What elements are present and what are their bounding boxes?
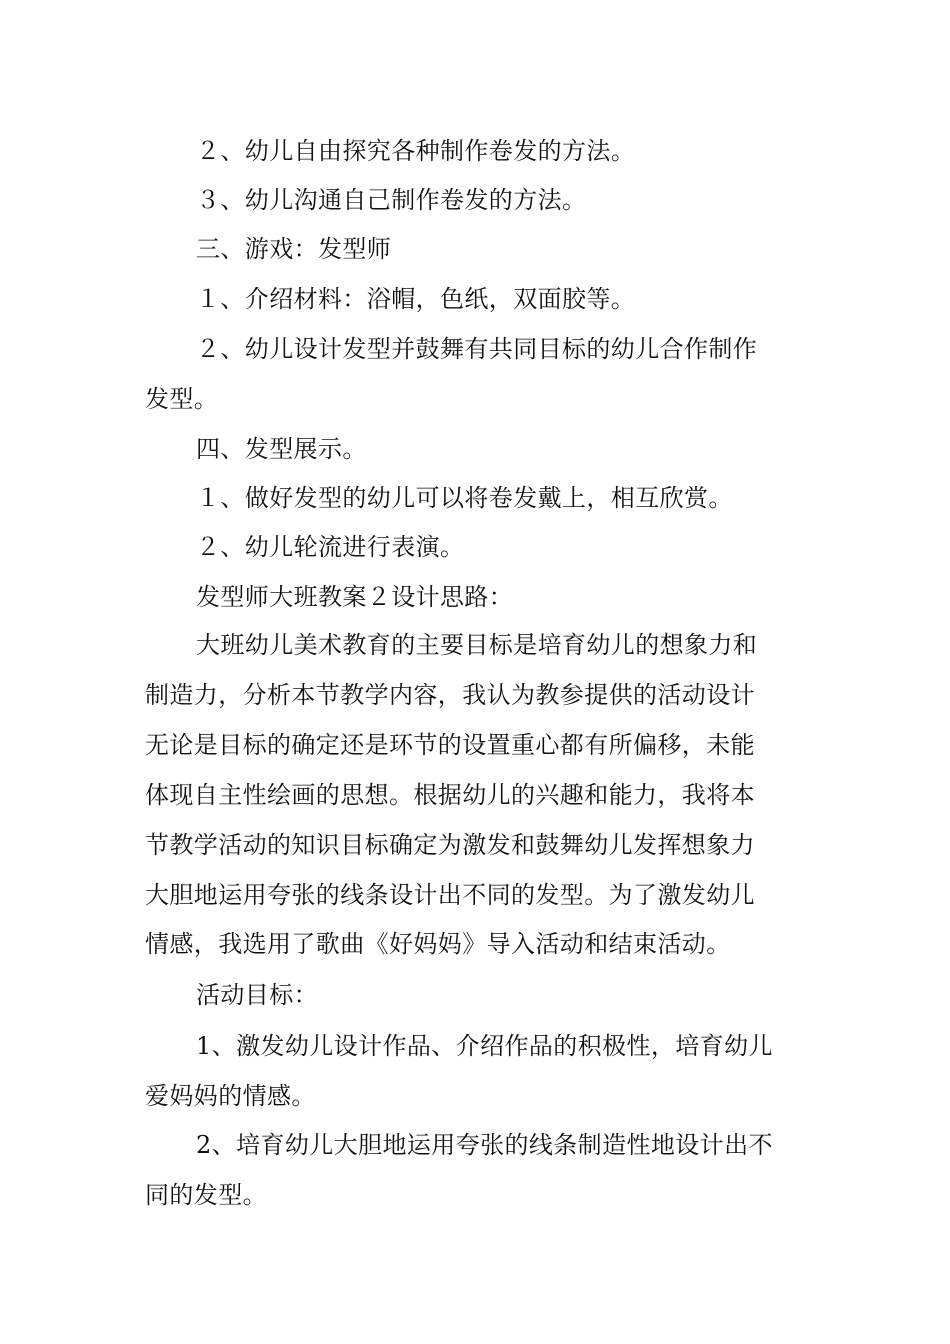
text-line: 体现自主性绘画的思想。根据幼儿的兴趣和能力，我将本 bbox=[145, 781, 755, 809]
text-line: １、介绍材料：浴帽，色纸，双面胶等。 bbox=[196, 285, 636, 313]
text-line: １、做好发型的幼儿可以将卷发戴上，相互欣赏。 bbox=[196, 484, 733, 512]
section-heading: 发型师大班教案２设计思路： bbox=[196, 583, 514, 611]
section-heading: 四、发型展示。 bbox=[196, 435, 367, 463]
section-heading: 活动目标： bbox=[196, 981, 318, 1009]
text-line: 发型。 bbox=[145, 385, 219, 413]
text-line: 大胆地运用夸张的线条设计出不同的发型。为了激发幼儿 bbox=[145, 881, 755, 909]
text-line: 情感，我选用了歌曲《好妈妈》导入活动和结束活动。 bbox=[145, 930, 731, 958]
text-line: ２、幼儿轮流进行表演。 bbox=[196, 533, 465, 561]
text-line: 爱妈妈的情感。 bbox=[145, 1082, 316, 1110]
section-heading: 三、游戏：发型师 bbox=[196, 235, 392, 263]
text-line: ２、幼儿设计发型并鼓舞有共同目标的幼儿合作制作 bbox=[196, 335, 758, 363]
text-line: 同的发型。 bbox=[145, 1181, 267, 1209]
text-line: 1、激发幼儿设计作品、介绍作品的积极性，培育幼儿 bbox=[196, 1032, 773, 1060]
text-line: ２、幼儿自由探究各种制作卷发的方法。 bbox=[196, 137, 636, 165]
text-line: 节教学活动的知识目标确定为激发和鼓舞幼儿发挥想象力 bbox=[145, 831, 755, 859]
text-line: 大班幼儿美术教育的主要目标是培育幼儿的想象力和 bbox=[196, 631, 758, 659]
text-line: 2、培育幼儿大胆地运用夸张的线条制造性地设计出不 bbox=[196, 1131, 773, 1159]
text-line: 制造力，分析本节教学内容，我认为教参提供的活动设计 bbox=[145, 681, 755, 709]
text-line: ３、幼儿沟通自己制作卷发的方法。 bbox=[196, 186, 587, 214]
text-line: 无论是目标的确定还是环节的设置重心都有所偏移，未能 bbox=[145, 731, 755, 759]
